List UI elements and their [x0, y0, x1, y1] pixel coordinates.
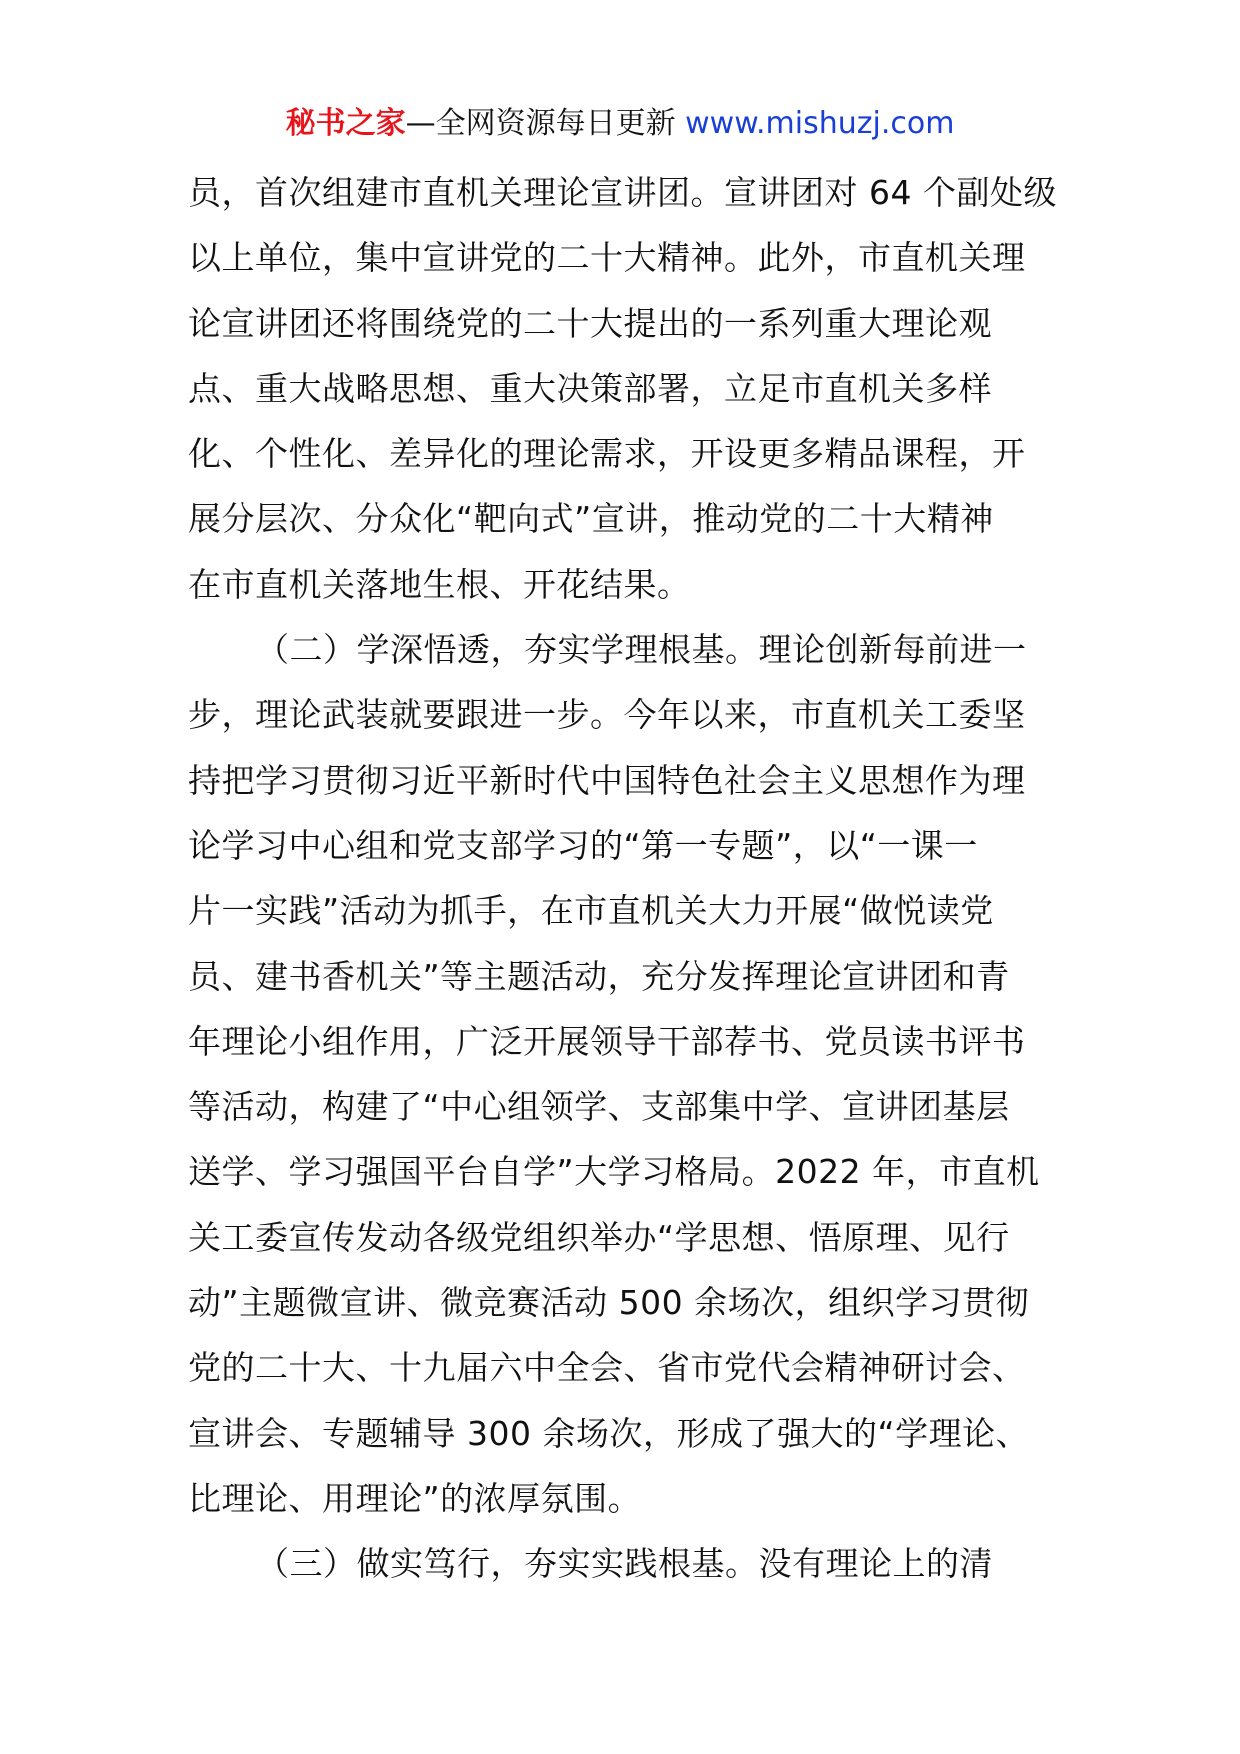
text-line: 化、个性化、差异化的理论需求，开设更多精品课程，开: [188, 434, 1026, 474]
text-line: 员、建书香机关”等主题活动，充分发挥理论宣讲团和青: [188, 956, 1010, 996]
text-line: 步，理论武装就要跟进一步。今年以来，市直机关工委坚: [188, 695, 1026, 735]
page-header: [0, 104, 1240, 144]
section-heading-line: （三）做实笃行，夯实实践根基。没有理论上的清: [256, 1544, 993, 1584]
text-line: 等活动，构建了“中心组领学、支部集中学、宣讲团基层: [188, 1087, 1010, 1127]
text-line: 论学习中心组和党支部学习的“第一专题”，以“一课一: [188, 825, 978, 865]
text-line: 比理论、用理论”的浓厚氛围。: [188, 1478, 642, 1518]
text-line: 送学、学习强国平台自学”大学习格局。2022 年，市直机: [188, 1152, 1040, 1192]
text-line: 党的二十大、十九届六中全会、省市党代会精神研讨会、: [188, 1348, 1026, 1388]
section-heading-line: （二）学深悟透，夯实学理根基。理论创新每前进一: [256, 630, 1027, 670]
text-line: 持把学习贯彻习近平新时代中国特色社会主义思想作为理: [188, 760, 1026, 800]
header-slogan: —全网资源每日更新: [405, 106, 676, 141]
text-line: 论宣讲团还将围绕党的二十大提出的一系列重大理论观: [188, 303, 992, 343]
text-line: 宣讲会、专题辅导 300 余场次，形成了强大的“学理论、: [188, 1413, 1030, 1453]
text-line: 在市直机关落地生根、开花结果。: [188, 564, 691, 604]
document-body: [188, 160, 1060, 1597]
text-line: 动”主题微宣讲、微竞赛活动 500 余场次，组织学习贯彻: [188, 1283, 1030, 1323]
text-line: 点、重大战略思想、重大决策部署，立足市直机关多样: [188, 368, 992, 408]
text-line: 片一实践”活动为抓手，在市直机关大力开展“做悦读党: [188, 891, 994, 931]
text-line: 年理论小组作用，广泛开展领导干部荐书、党员读书评书: [188, 1021, 1026, 1061]
text-line: 展分层次、分众化“靶向式”宣讲，推动党的二十大精神: [188, 499, 994, 539]
text-line: 员，首次组建市直机关理论宣讲团。宣讲团对 64 个副处级: [188, 173, 1057, 212]
text-line: 以上单位，集中宣讲党的二十大精神。此外，市直机关理: [188, 238, 1026, 278]
text-line: 关工委宣传发动各级党组织举办“学思想、悟原理、见行: [188, 1217, 1010, 1257]
header-url-link[interactable]: www.mishuzj.com: [685, 106, 955, 141]
header-brand: 秘书之家: [285, 106, 406, 141]
